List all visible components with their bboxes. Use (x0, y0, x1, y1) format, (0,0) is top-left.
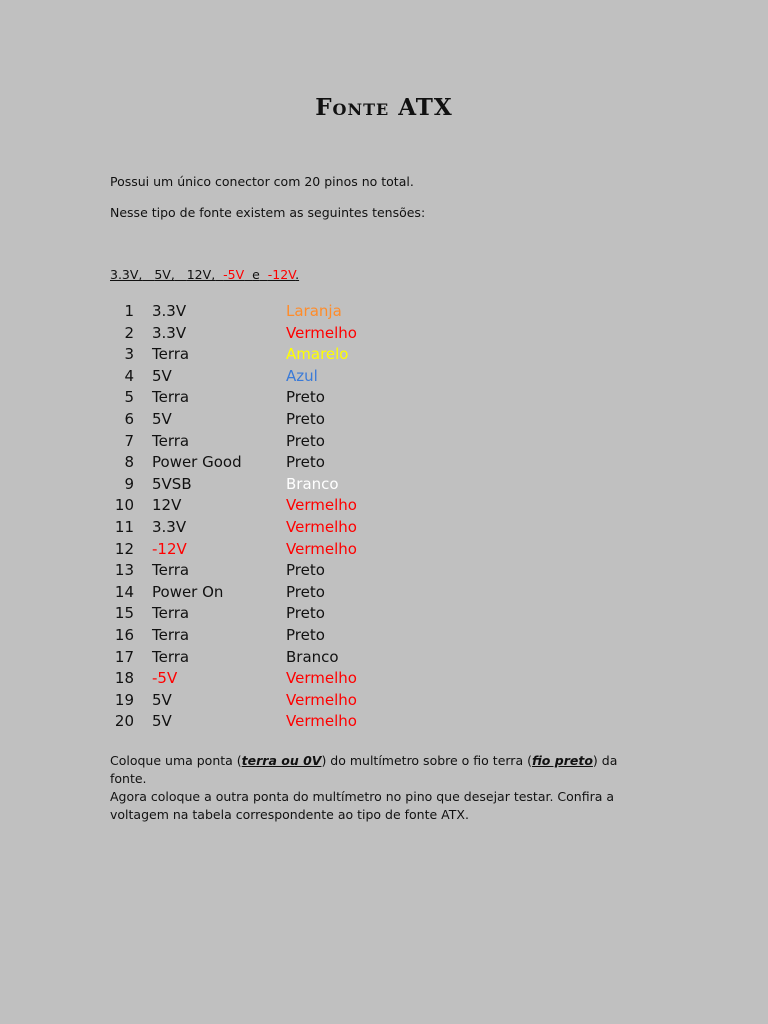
intro-line-voltages: Nesse tipo de fonte existem as seguintes tensões: (110, 205, 426, 220)
pin-voltage: 3.3V (152, 517, 187, 536)
pin-wire-color: Vermelho (286, 496, 357, 515)
pin-wire-color: Preto (286, 582, 325, 601)
pin-voltage: Power On (152, 582, 224, 601)
pin-number: 18 (114, 669, 134, 688)
pin-voltage: 3.3V (152, 302, 187, 320)
instructions-text-f: Agora coloque a outra ponta do multímetro no pino que desejar testar. Confira a voltagem na tabela correspondente ao tipo de fonte ATX. (110, 789, 615, 822)
voltage-12v: 12V, (186, 267, 216, 282)
pin-number: 15 (114, 604, 134, 623)
pin-number: 13 (114, 561, 134, 580)
instructions-text-c: ) do multímetro sobre o fio terra ( (321, 753, 532, 768)
pin-wire-color: Vermelho (286, 690, 357, 709)
voltage-list (110, 267, 299, 282)
voltage-period: . (295, 267, 300, 282)
pin-voltage: -5V (152, 669, 178, 688)
pin-number: 5 (124, 388, 134, 407)
page-title: Fonte ATX (315, 94, 453, 121)
pin-number: 6 (124, 409, 134, 428)
pin-number: 16 (114, 625, 134, 644)
voltage-conjunction: e (252, 267, 260, 282)
pin-voltage: Terra (152, 345, 190, 364)
pin-number: 14 (114, 582, 134, 601)
pin-wire-color: Vermelho (286, 539, 357, 558)
intro-line-connector: Possui um único conector com 20 pinos no total. (110, 174, 414, 189)
pin-voltage: 5V (152, 409, 172, 428)
pin-voltage: Terra (152, 604, 190, 623)
instructions-text-a: Coloque uma ponta ( (110, 753, 242, 768)
pin-number: 19 (114, 690, 134, 709)
pin-voltage: 5V (152, 690, 172, 709)
instructions-emphasis-ground: terra ou 0V (241, 753, 322, 768)
pin-wire-color: Preto (286, 453, 325, 472)
pin-number: 17 (114, 647, 134, 666)
pin-number: 4 (124, 366, 134, 385)
pin-wire-color: Preto (286, 409, 325, 428)
pin-voltage: Power Good (152, 453, 242, 472)
pin-wire-color: Preto (286, 388, 325, 407)
pin-wire-color: Azul (286, 366, 318, 385)
pin-number: 1 (124, 302, 134, 320)
voltage-minus-12v: -12V (267, 267, 296, 282)
pin-number: 9 (124, 474, 134, 493)
instructions-paragraph (110, 752, 650, 824)
pin-voltage: -12V (152, 539, 187, 558)
pin-voltage: 5V (152, 366, 172, 385)
pin-wire-color: Preto (286, 431, 325, 450)
pin-wire-color: Vermelho (286, 669, 357, 688)
pin-wire-color: Preto (286, 604, 325, 623)
pin-wire-color: Branco (286, 474, 339, 493)
pin-voltage: Terra (152, 388, 190, 407)
pin-wire-color: Laranja (286, 302, 342, 320)
pin-wire-color: Amarelo (286, 345, 349, 364)
pin-number: 7 (124, 431, 134, 450)
pin-voltage: Terra (152, 647, 190, 666)
pin-wire-color: Vermelho (286, 517, 357, 536)
pin-voltage: Terra (152, 625, 190, 644)
pin-number: 8 (124, 453, 134, 472)
pin-voltage: 12V (152, 496, 182, 515)
pin-voltage: 5V (152, 712, 172, 731)
pin-voltage: Terra (152, 561, 190, 580)
instructions-emphasis-black-wire: fio preto (531, 753, 593, 768)
pin-number: 10 (114, 496, 134, 515)
pin-number: 2 (124, 323, 134, 342)
pin-wire-color: Preto (286, 625, 325, 644)
voltage-3v3: 3.3V, (110, 267, 143, 282)
pin-number: 11 (114, 517, 134, 536)
voltage-5v: 5V, (154, 267, 175, 282)
pin-voltage: 3.3V (152, 323, 187, 342)
pin-wire-color: Vermelho (286, 323, 357, 342)
instructions-text-e: ) da fonte. (110, 753, 618, 786)
voltage-minus-5v: -5V (223, 267, 245, 282)
pin-voltage: 5VSB (152, 474, 192, 493)
pin-number: 20 (114, 712, 134, 731)
pin-wire-color: Preto (286, 561, 325, 580)
pin-number: 3 (124, 345, 134, 364)
pin-wire-color: Branco (286, 647, 339, 666)
pin-voltage: Terra (152, 431, 190, 450)
pin-wire-color: Vermelho (286, 712, 357, 731)
pin-number: 12 (114, 539, 134, 558)
